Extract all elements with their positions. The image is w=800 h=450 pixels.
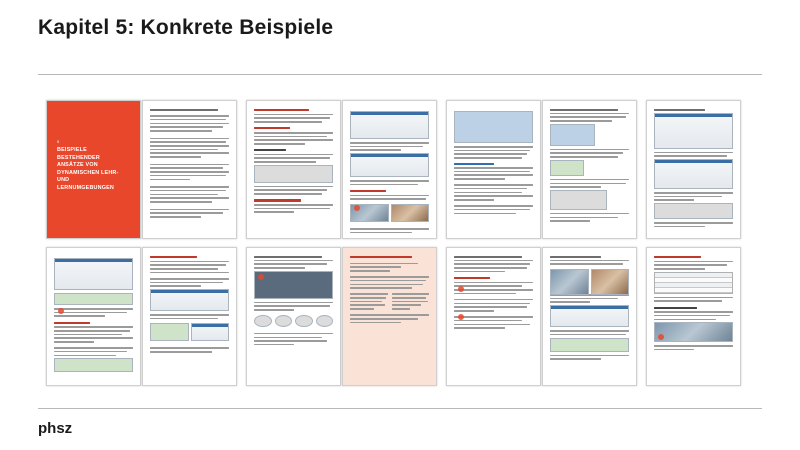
thumbnail-page-11[interactable]	[246, 247, 341, 386]
thumbnail-page-14[interactable]	[542, 247, 637, 386]
page-title: Kapitel 5: Konkrete Beispiele	[38, 16, 334, 39]
thumbnail-page-7[interactable]	[646, 100, 741, 239]
table	[654, 272, 733, 294]
thumbnail-page-1[interactable]	[46, 100, 141, 239]
thumbnail-page-15[interactable]	[646, 247, 741, 386]
page-body	[150, 256, 229, 375]
page-body	[350, 256, 429, 375]
thumbnail-page-6[interactable]	[542, 100, 637, 239]
page-body	[454, 256, 533, 375]
thumbnail-page-2[interactable]	[142, 100, 237, 239]
chapter-cover	[47, 101, 140, 238]
thumbnail-page-3[interactable]	[246, 100, 341, 239]
page-body	[654, 109, 733, 228]
page-body	[150, 109, 229, 228]
thumbnail-page-9[interactable]	[46, 247, 141, 386]
page-body	[654, 256, 733, 375]
divider-bottom	[38, 408, 762, 409]
page-body	[350, 109, 429, 228]
page-body	[550, 109, 629, 228]
brand-logo: phsz	[38, 420, 73, 437]
page-body	[550, 256, 629, 375]
page-body	[54, 256, 133, 375]
thumbnail-page-5[interactable]	[446, 100, 541, 239]
thumbnail-page-10[interactable]	[142, 247, 237, 386]
thumbnail-page-12[interactable]	[342, 247, 437, 386]
thumbnail-page-4[interactable]	[342, 100, 437, 239]
thumbnail-grid	[46, 100, 754, 392]
thumbnail-row	[46, 100, 754, 239]
divider-top	[38, 74, 762, 75]
chapter-cover-title: BEISPIELE BESTEHENDER ANSÄTZE VON DYNAMISCHEN LEHR- UND LERNUMGEBUNGEN	[57, 147, 119, 191]
page-body	[454, 109, 533, 228]
chapter-number: 5	[57, 139, 60, 144]
page-body	[254, 256, 333, 375]
thumbnail-page-13[interactable]	[446, 247, 541, 386]
page-body	[254, 109, 333, 228]
thumbnail-row	[46, 247, 754, 386]
